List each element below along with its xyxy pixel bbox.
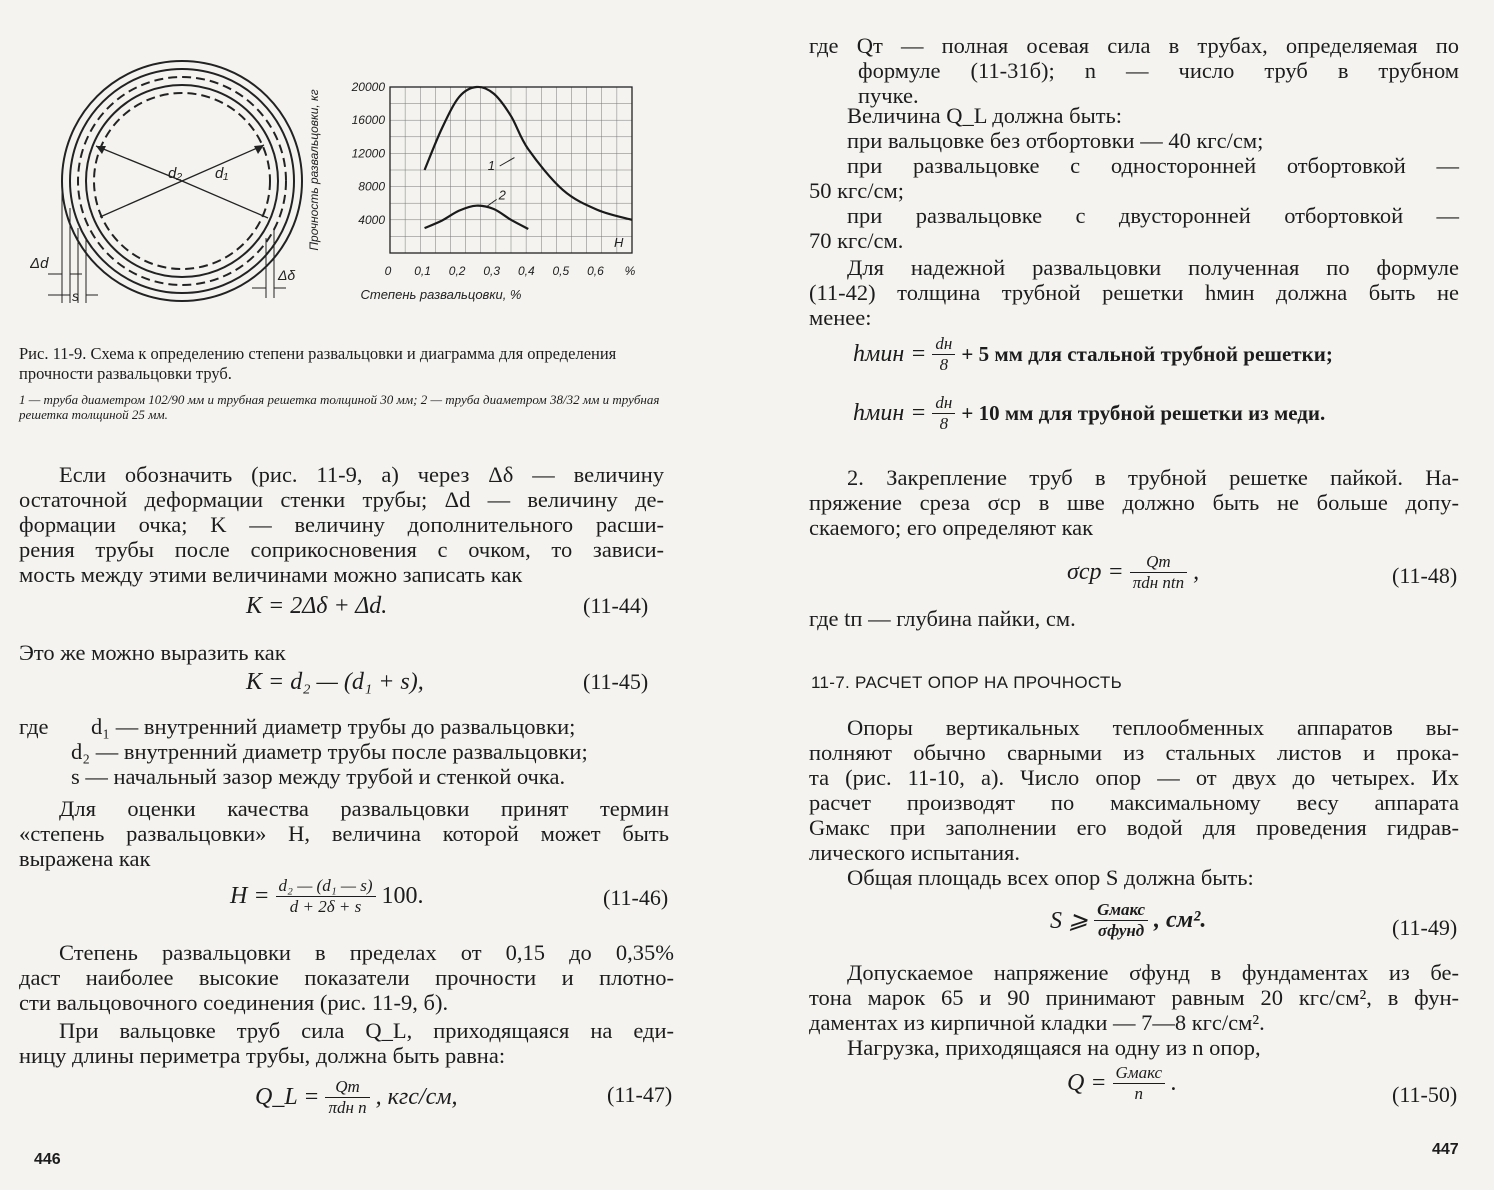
x-tick-label: 0 [384, 264, 392, 278]
where-tp: где tп — глубина пайки, см. [809, 606, 1076, 631]
corner-label-h: H [614, 235, 624, 250]
y-tick-label: 12000 [351, 146, 385, 161]
equation-11-49: S ⩾ $\frac{\text{Gмакс}}{\text{σфунд}}$ , см². [1050, 900, 1207, 940]
d1-label: d₁ [215, 165, 229, 182]
paragraph-soldering: 2. Закрепление труб в трубной решетке пайкой. На- пряжение среза σср в шве должно быть не больше допу- скаемого; его определяют как [809, 465, 1459, 540]
series-line-2 [425, 206, 529, 229]
equation-11-46: H = $\frac{\text{d₂ — (d₁ — s)}}{d + 2\delta + s}$ 100. [230, 876, 424, 916]
delta-d-label: Δd [30, 255, 49, 272]
equation-number-11-47: (11-47) [607, 1082, 673, 1107]
x-tick-label: 0,5 [552, 264, 570, 278]
equation-number-11-46: (11-46) [603, 885, 669, 910]
top-where: где Qт — полная осевая сила в трубах, определяемая по формуле (11-31б); n — число труб в трубном пучке. [809, 33, 1459, 108]
equation-11-44: K = 2Δδ + Δd. [246, 593, 388, 619]
x-tick-label: 0,6 [587, 264, 604, 278]
equation-number-11-50: (11-50) [1392, 1082, 1458, 1107]
equation-11-47: Q_L = $\frac{Qт}{\text{πdн n}}$ , кгс/см, [255, 1077, 458, 1117]
paragraph-5: При вальцовке труб сила Q_L, приходящаяся на еди- ницу длины периметра трубы, должна быть равна: [19, 1018, 674, 1068]
paragraph-2: Это же можно выразить как [19, 640, 286, 665]
y-tick-label: 4000 [358, 212, 385, 227]
d2-label: d₂ [168, 165, 183, 182]
equation-number-11-48: (11-48) [1392, 563, 1458, 588]
equation-number-11-49: (11-49) [1392, 915, 1458, 940]
equation-11-45: K = d₂ — (d₁ + s), [246, 669, 424, 695]
paragraph-area: Общая площадь всех опор S должна быть: [847, 865, 1254, 890]
paragraph-supports: Опоры вертикальных теплообменных аппаратов вы- полняют обычно сварными из стальных листов и прока- та (рис. 11-10, а). Число опор — от двух до четырех. Их расчет производят по максимальному весу аппарата Gмакс при заполнении его водой для проведения гидрав- лического испытания. [809, 715, 1459, 865]
paragraph-h: Для надежной развальцовки полученная по формуле (11-42) толщина трубной решетки hмин должна быть не менее: [809, 255, 1459, 330]
x-tick-label: 0,2 [448, 264, 466, 278]
x-tick-label: 0,3 [483, 264, 501, 278]
s-label: s [72, 288, 79, 304]
equation-number-11-45: (11-45) [583, 669, 649, 694]
equation-11-48: σср = $\frac{Qт}{\text{πdн ntп}}$ , [1067, 552, 1200, 592]
equation-number-11-44: (11-44) [583, 593, 649, 618]
paragraph-load: Нагрузка, приходящаяся на одну из n опор, [847, 1035, 1261, 1060]
where-list: где d₁ — внутренний диаметр трубы до развальцовки; d₂ — внутренний диаметр трубы после развальцовки; s — начальный зазор между трубой и стенкой очка. [19, 714, 588, 789]
paragraph-4: Степень развальцовки в пределах от 0,15 до 0,35% даст наиболее высокие показатели прочности и плотно- сти вальцовочного соединения (рис. 11-9, б). [19, 940, 674, 1015]
section-heading: 11-7. РАСЧЕТ ОПОР НА ПРОЧНОСТЬ [811, 673, 1123, 692]
paragraph-stress: Допускаемое напряжение σфунд в фундаментах из бе- тона марок 65 и 90 принимают равным 20 кгс/см², в фун- даментах из кирпичной кладки — 7—8 кгс/см². [809, 960, 1459, 1035]
page-number-left: 446 [34, 1151, 61, 1168]
y-tick-label: 8000 [358, 179, 385, 194]
y-tick-label: 16000 [351, 113, 385, 128]
series-label-1: 1 [487, 158, 495, 173]
figure-caption: Рис. 11-9. Схема к определению степени развальцовки и диаграмма для определения прочности развальцовки труб. [19, 344, 617, 383]
series-leader-1 [500, 158, 515, 166]
y-axis-label: Прочность развальцовки, кг [307, 89, 321, 251]
equation-11-50: Q = $\frac{\text{Gмакс}}{n}$ . [1067, 1063, 1178, 1103]
series-label-2: 2 [498, 187, 506, 203]
delta-delta-label: Δδ [278, 267, 296, 283]
paragraph-3: Для оценки качества развальцовки принят термин «степень развальцовки» H, величина которой может быть выражена как [19, 796, 669, 871]
y-tick-label: 20000 [351, 80, 385, 94]
paragraph-1: Если обозначить (рис. 11-9, а) через Δδ — величину остаточной деформации стенки трубы; Δd — величину де- формации очка; K — величину дополнительного расши- рения трубы после соприкосновения с очком, то зависи- мость между этими величинами можно записать как [19, 462, 664, 587]
tube-expansion-scheme [30, 58, 305, 308]
x-tick-label: 0,1 [414, 264, 431, 278]
x-tick-label: 0,4 [517, 264, 535, 278]
equation-h-steel: hмин = $\frac{dн}{8}$ + 5 мм для стальной трубной решетки; [853, 334, 1333, 374]
strength-chart [290, 75, 655, 310]
right-page [747, 0, 1494, 1190]
equation-h-copper: hмин = $\frac{dн}{8}$ + 10 мм для трубной решетки из меди. [853, 393, 1326, 433]
x-tick-label: % [624, 264, 636, 278]
ql-values: Величина Q_L должна быть: при вальцовке без отбортовки — 40 кгс/см; при развальцовке с односторонней отбортовкой — 50 кгс/см; при развальцовке с двусторонней отбортовкой — 70 кгс/см. [809, 103, 1459, 253]
page-number-right: 447 [1432, 1141, 1459, 1158]
figure-note: 1 — труба диаметром 102/90 мм и трубная решетка толщиной 30 мм; 2 — труба диаметром 38/32 мм и трубная решетка толщиной 25 мм. [19, 392, 660, 422]
x-axis-label: Степень развальцовки, % [360, 287, 522, 302]
